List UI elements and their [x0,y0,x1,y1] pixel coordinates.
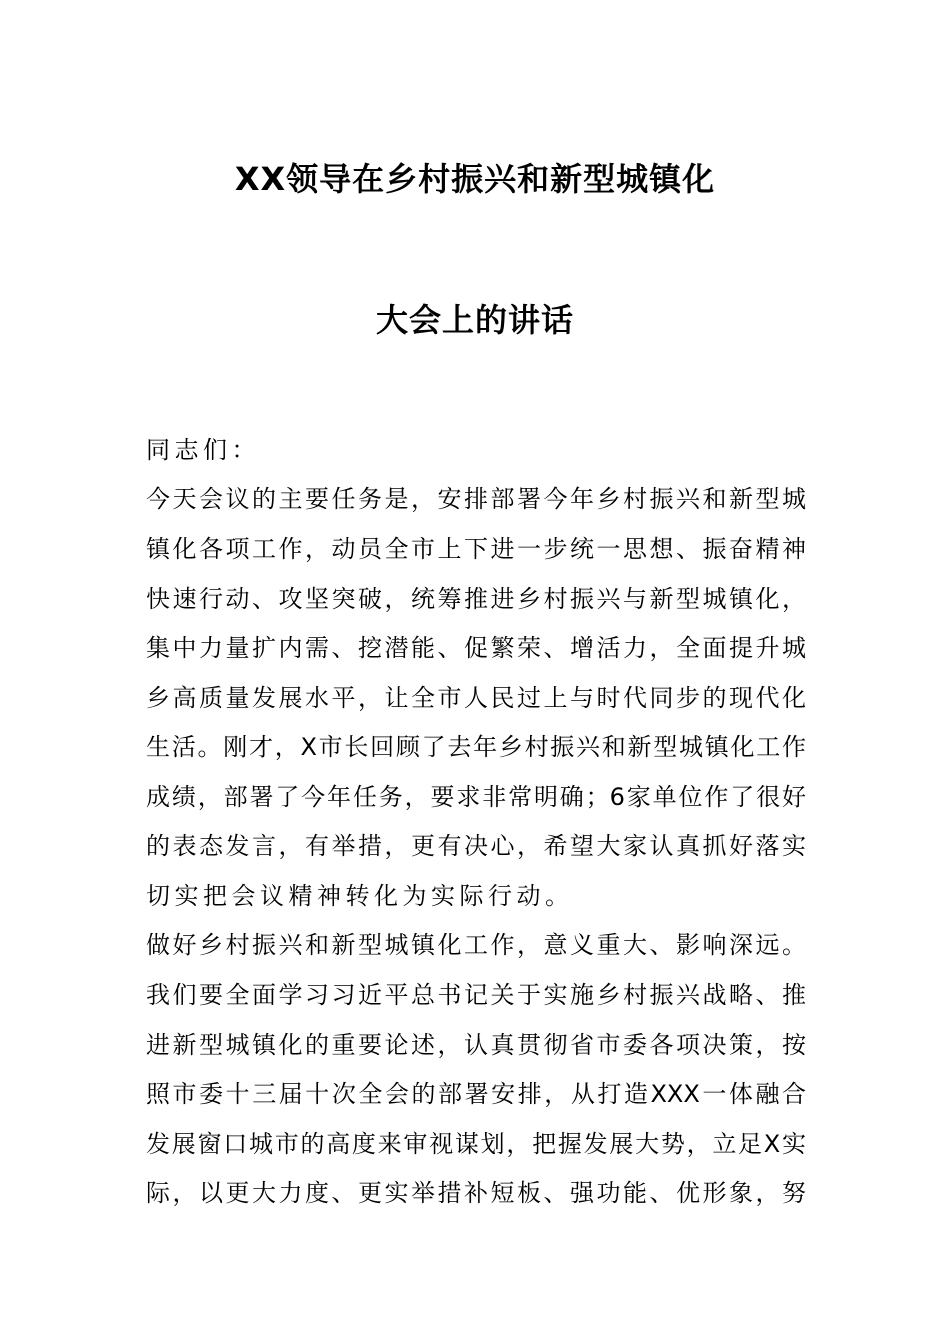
body-line: 照市委十三届十次全会的部署安排，从打造XXX一体融合 [146,1080,806,1108]
body-line: 我们要全面学习习近平总书记关于实施乡村振兴战略、推 [146,981,806,1009]
body-line: 的表态发言，有举措，更有决心，希望大家认真抓好落实 [146,832,806,860]
body-line: 发展窗口城市的高度来审视谋划，把握发展大势，立足X实 [146,1130,806,1158]
body-line: 乡高质量发展水平，让全市人民过上与时代同步的现代化 [146,684,806,712]
body-line: 切实把会议精神转化为实际行动。 [146,882,574,910]
body-line: 集中力量扩内需、挖潜能、促繁荣、增活力，全面提升城 [146,634,806,662]
salutation: 同志们： [146,436,260,464]
body-line: 做好乡村振兴和新型城镇化工作，意义重大、影响深远。 [146,931,806,959]
document-title-line-2: 大会上的讲话 [375,301,574,339]
body-line: 进新型城镇化的重要论述，认真贯彻省市委各项决策，按 [146,1031,806,1059]
body-line: 今天会议的主要任务是，安排部署今年乡村振兴和新型城 [146,485,806,513]
body-line: 快速行动、攻坚突破，统筹推进乡村振兴与新型城镇化， [146,585,806,613]
body-line: 镇化各项工作，动员全市上下进一步统一思想、振奋精神 [146,535,806,563]
document-title-line-1: XX领导在乡村振兴和新型城镇化 [234,160,716,198]
body-line: 生活。刚才，X市长回顾了去年乡村振兴和新型城镇化工作 [146,733,806,761]
body-line: 成绩，部署了今年任务，要求非常明确；6家单位作了很好 [146,783,806,811]
body-line: 际，以更大力度、更实举措补短板、强功能、优形象，努 [146,1179,806,1207]
